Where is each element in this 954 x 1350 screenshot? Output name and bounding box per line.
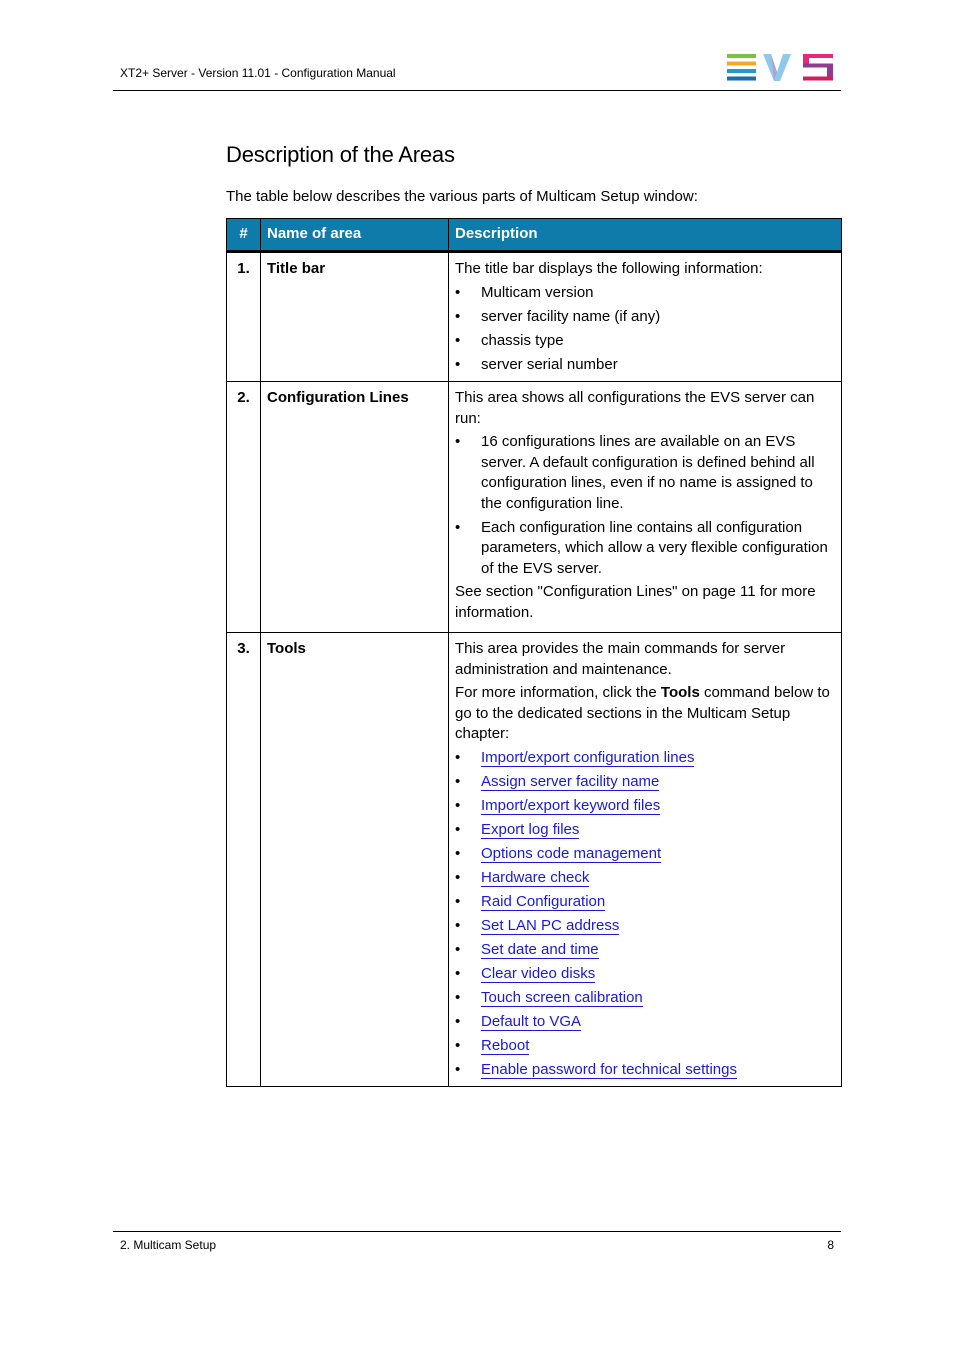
- list-item: • Reboot: [455, 1036, 530, 1054]
- list-item: • Default to VGA: [455, 1012, 582, 1030]
- row-number: 2.: [227, 382, 261, 633]
- evs-logo: [727, 54, 833, 81]
- list-item: • Clear video disks: [455, 964, 596, 982]
- list-item: • Raid Configuration: [455, 892, 606, 910]
- column-header-number: #: [227, 219, 261, 252]
- bullet-list: [455, 283, 835, 376]
- row-description: [449, 252, 842, 382]
- list-item: • Options code management: [455, 844, 662, 862]
- row-description: [449, 382, 842, 633]
- link-assign-server-facility-name[interactable]: Assign server facility name: [481, 772, 660, 790]
- list-item: • Each configuration line contains all configuration parameters, which allow a very flexible configuration of the EVS server.: [455, 518, 828, 577]
- list-item: • Assign server facility name: [455, 772, 660, 790]
- link-touch-screen-calibration[interactable]: Touch screen calibration: [481, 988, 643, 1006]
- link-options-code-management[interactable]: Options code management: [481, 844, 662, 862]
- link-import-export-configuration-lines[interactable]: Import/export configuration lines: [481, 748, 695, 766]
- description-lead: The title bar displays the following information:: [455, 260, 763, 277]
- list-item: • Import/export configuration lines: [455, 748, 695, 766]
- list-item: • Import/export keyword files: [455, 796, 661, 814]
- column-header-description: Description: [449, 219, 842, 252]
- link-default-to-vga[interactable]: Default to VGA: [481, 1012, 582, 1030]
- table-row-configuration-lines: [227, 382, 842, 633]
- link-set-date-and-time[interactable]: Set date and time: [481, 940, 599, 958]
- description-lead: This area shows all configurations the EVS server can run:: [455, 389, 815, 427]
- description-lead: This area provides the main commands for server administration and maintenance.: [455, 640, 786, 678]
- list-item: • Multicam version: [455, 283, 594, 301]
- list-item: • server facility name (if any): [455, 307, 661, 325]
- section-title: Description of the Areas: [226, 142, 455, 167]
- row-description: [449, 633, 842, 1087]
- table-row-tools: [227, 633, 842, 1087]
- table-row-title-bar: [227, 252, 842, 382]
- link-set-lan-pc-address[interactable]: Set LAN PC address: [481, 916, 620, 934]
- description-tail: See section "Configuration Lines" on page 11 for more information.: [455, 583, 816, 621]
- footer-chapter: 2. Multicam Setup: [120, 1238, 217, 1252]
- row-number: 1.: [227, 252, 261, 382]
- link-import-export-keyword-files[interactable]: Import/export keyword files: [481, 796, 661, 814]
- row-number: 3.: [227, 633, 261, 1087]
- link-reboot[interactable]: Reboot: [481, 1036, 530, 1054]
- footer-page-number: 8: [827, 1238, 834, 1252]
- column-header-name: Name of area: [261, 219, 449, 252]
- intro-paragraph: The table below describes the various parts of Multicam Setup window:: [226, 188, 698, 205]
- list-item: • server serial number: [455, 355, 618, 373]
- link-raid-configuration[interactable]: Raid Configuration: [481, 892, 606, 910]
- table-header-row: [227, 219, 842, 252]
- list-item: • chassis type: [455, 331, 564, 349]
- footer-divider: [113, 1231, 841, 1232]
- list-item: • 16 configurations lines are available on an EVS server. A default configuration is defined behind all configuration lines, even if no name is assigned to the configuration line.: [455, 433, 815, 512]
- link-enable-password-technical-settings[interactable]: Enable password for technical settings: [481, 1060, 737, 1078]
- tools-link-list: [455, 748, 835, 1081]
- row-area-name: Title bar: [261, 252, 449, 382]
- row-area-name: Tools: [261, 633, 449, 1087]
- bullet-list: [455, 432, 835, 579]
- link-clear-video-disks[interactable]: Clear video disks: [481, 964, 596, 982]
- list-item: • Hardware check: [455, 868, 590, 886]
- list-item: • Touch screen calibration: [455, 988, 643, 1006]
- list-item: • Set date and time: [455, 940, 599, 958]
- areas-table: [226, 218, 842, 1087]
- row-area-name: Configuration Lines: [261, 382, 449, 633]
- header-divider: [113, 90, 841, 91]
- link-hardware-check[interactable]: Hardware check: [481, 868, 590, 886]
- list-item: • Set LAN PC address: [455, 916, 620, 934]
- list-item: • Enable password for technical settings: [455, 1060, 737, 1078]
- document-header-title: XT2+ Server - Version 11.01 - Configuration Manual: [120, 66, 396, 80]
- more-info-paragraph: For more information, click the Tools command below to go to the dedicated sections in the Multicam Setup chapter:: [455, 684, 830, 742]
- link-export-log-files[interactable]: Export log files: [481, 820, 580, 838]
- list-item: • Export log files: [455, 820, 580, 838]
